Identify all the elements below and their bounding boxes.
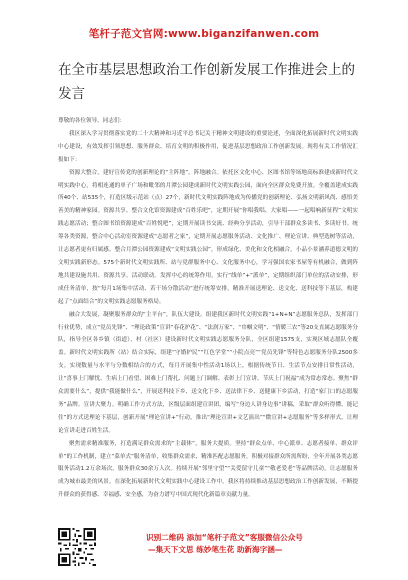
footer-text [146, 532, 358, 556]
footer-banner [58, 528, 358, 572]
footer-line-primary: 识别二维码 添加“笔杆子范文”客服微信公众号 [146, 533, 303, 542]
footer-line-secondary: —集天下文思 练妙笔生花 助新海字涵— [148, 545, 283, 554]
site-header[interactable]: 笔杆子范文官网:www.biganzifanwen.com [88, 28, 320, 40]
body-paragraph: 资源大整合，建好宣传党的创新理论的“主阵地”，阵地融合。依托区文化中心、区图书馆等场地高标准建成新时代文明实践中心，将相连通的单子广场和毗邻的月潭公园建成新时代文明实践公园，面向全区群众免费开放。全覆盖建成实践所40个、站535个，打造区级示范站（点）27个，新时代文明实践阵地成为传播党的创新理论、弘扬文明新风尚、感悟美善美的精神家园。资源共享。整合文化馆资源建成“百姓乐吧”，定期开展“你唱我唱、大家唱——一起唱响新征程”文明实践志愿活动；整合图书馆资源建成“百姓悦吧”，定期开展读书交流、经典分享活动，引导干部群众多读书、多读好书。统筹各类资源，整合中心活动室资源建成“志愿者之家”，定期开展志愿服务活动、文化推广、理论宣讲、典型选树等活动，让志愿者更有归属感。整合月潭公园资源建成“文明实践公园”，形成绿化、美化和文化相融合，小品小景涵养道德文明的文明实践新形态。575个新时代文明实践所、站与党群服务中心、文化服务中心，学习强国农家书屋等有机融合，做到阵地共建设施共用、资源共享。活动联动。发挥中心的统筹作用，实行“线单”+“派单”，定期组织部门单位的活动安排，形成任务清单，按“每月1场集中活动、若干场分散活动”进行统筹安排，精准开展送理论、送文化、送科技等下基层，构建起了“点面结合”的文明实践志愿服务格局。 [58, 169, 358, 305]
salutation-paragraph: 尊敬的各位领导、同志们： [58, 118, 126, 124]
document-title: 在全市基层思想政治工作创新发展工作推进会上的发言 [58, 62, 355, 102]
qr-code-icon[interactable] [58, 528, 96, 566]
body-paragraph: 融合大发展，凝聚服务群众的“主平台”，队伍大建设。组建我区新时代文明实践“1+N+N”志愿服务总队，发挥部门行业优势，成立“党员先锋”、“理论政策”宣讲“春花护花”、“法润万家”、“巾帼文明”、“情暖三农”等20支直属志愿服务分队，指导全区各乡镇（街道）、村（社区）建设新时代文明实践志愿服务分队，全区组建1575支，实现区域志愿队全覆盖。新时代文明实践所（站）结合实际，组建“守婚护民”“红色学堂”“小院点亮”“党员先锋”等特色志愿服务分队2500多支。实现数量与水平与分数相结合的方式，每月开展集中性活动1场以上，根据传统节日、生活节点安排日常性活动，让“喜事上门解忧、生病上门看望、困难上门帮扎、问题上门调解、表彰上门宣讲、节庆上门祝福”成为常态常态。聚焦“群众需要什么”，提供“我能做什么”，开展送科技下乡、送文化下乡、送法律下乡、送健康下乡活动，打造“家门口的志愿服务”品牌。宣讲大聚力。明确工作方式方法，区级层面组建宣讲团，编写“身边人讲身边事”讲稿，采取“群众听得懂、能记住”的方式送理论下基层，创新开展“理论宣讲+”行动，推出“理论宣讲+文艺演出”“微宣讲+志愿服务”等多样形式，让理论宣讲走进百姓生活。 [58, 311, 358, 434]
body-paragraph: 聚焦需求精准服务，打造满足群众需求的“主载体”，服务大提质。坚持“群众点单、中心派单、志愿者接单、群众评单”的工作机制，建立“菜单式”服务清单，收集群众需求，精准匹配志愿服务，积极对接群众所需所盼，全年开展各类志愿服务活动1.2万余场次，服务群众30余万人次。持续开展“邻里守望”“关爱留守儿童”“敬老爱老”等品牌活动，让志愿服务成为城市最美的风景。在深化拓展新时代文明实践中心建设工作中，我区将持续推动基层思想政治工作创新发展，不断提升群众的获得感、幸福感、安全感，为奋力谱写中国式现代化新篇章贡献力量。 [58, 440, 358, 499]
document-body [58, 115, 358, 510]
body-paragraph: 我区深入学习贯彻落实党的二十大精神和习近平总书记关于精神文明建设的重要论述，全面深化拓展新时代文明实践中心建设，有效发挥引领思想、服务群众、培育文明的积极作用，促进基层思想政治工作创新发展。现将有关工作情况汇报如下： [58, 130, 358, 163]
